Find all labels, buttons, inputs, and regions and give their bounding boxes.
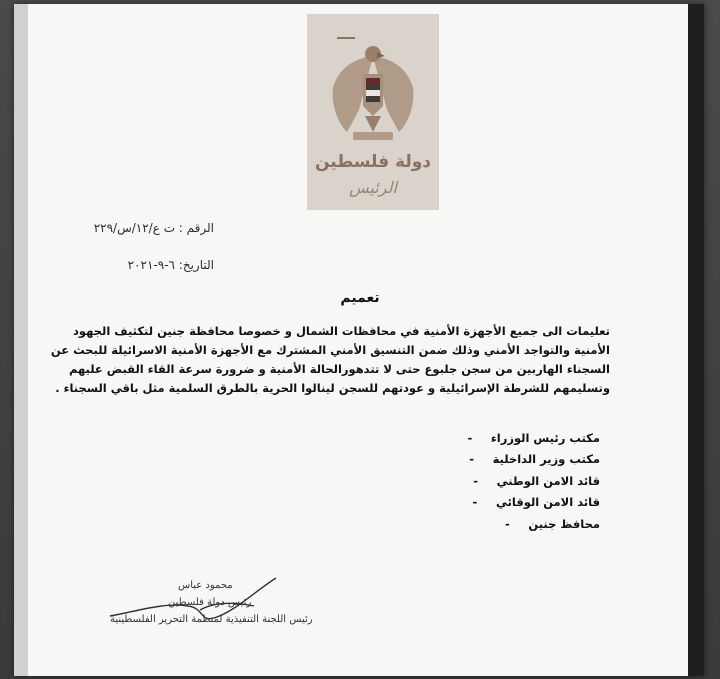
body-line: تعليمات الى جميع الأجهزة الأمنية في محافظات الشمال و خصوصا محافظة جنين لتكثيف الجهود [73, 324, 610, 338]
recipient-item [449, 492, 600, 513]
reference-number: الرقم : ت ع/١٢/س/٢٢٩ [93, 221, 214, 235]
recipient-label: مكتب وزير الداخلية [492, 452, 600, 467]
recipient-label: مكتب رئيس الوزراء [490, 431, 600, 445]
recipients-list [449, 428, 600, 535]
document-subject: تعميم [340, 290, 380, 306]
document-body [50, 322, 610, 398]
list-marker: - [467, 431, 473, 445]
recipient-item [449, 428, 600, 449]
recipient-item [449, 449, 600, 470]
signatory-name: محمود عباس [178, 580, 233, 591]
state-emblem [307, 14, 439, 210]
list-marker: - [505, 516, 510, 531]
body-line: الأمنية والتواجد الأمني وذلك ضمن التنسيق الأمني المشترك مع الأجهزة الأمنية الاسرائيلة للبحث عن [50, 342, 610, 357]
page-edge-right [688, 4, 704, 676]
body-line: السجناء الهاربين من سجن جلبوع حتى لا تتدهورالحالة الأمنية و ضرورة سرعة القاء القبض عليهم [68, 361, 610, 376]
recipient-label: قائد الامن الوطني [496, 473, 600, 488]
body-line: وتسليمهم للشرطة الإسرائيلية و عودتهم للسجن لينالوا الحرية بالطرق السلمية مثل باقي السجناء . [55, 380, 610, 395]
signatory-plo-title: رئيس اللجنة التنفيذية لمنظمة التحرير الفلسطينية [110, 614, 313, 625]
page-edge-left [14, 4, 28, 676]
recipient-label: قائد الامن الوقائي [495, 495, 600, 510]
list-marker: - [472, 495, 478, 510]
emblem-title: دولة فلسطين [314, 152, 432, 172]
recipient-label: محافظ جنين [528, 516, 600, 531]
list-marker: - [473, 473, 478, 488]
document-date: التاريخ: ٦-٩-٢٠٢١ [127, 258, 214, 272]
recipient-item [449, 514, 600, 535]
emblem-subtitle: الرئيس [349, 178, 397, 197]
list-marker: - [469, 452, 474, 467]
recipient-item [449, 471, 600, 492]
signatory-title: رئيس دولة فلسطين [168, 597, 252, 608]
